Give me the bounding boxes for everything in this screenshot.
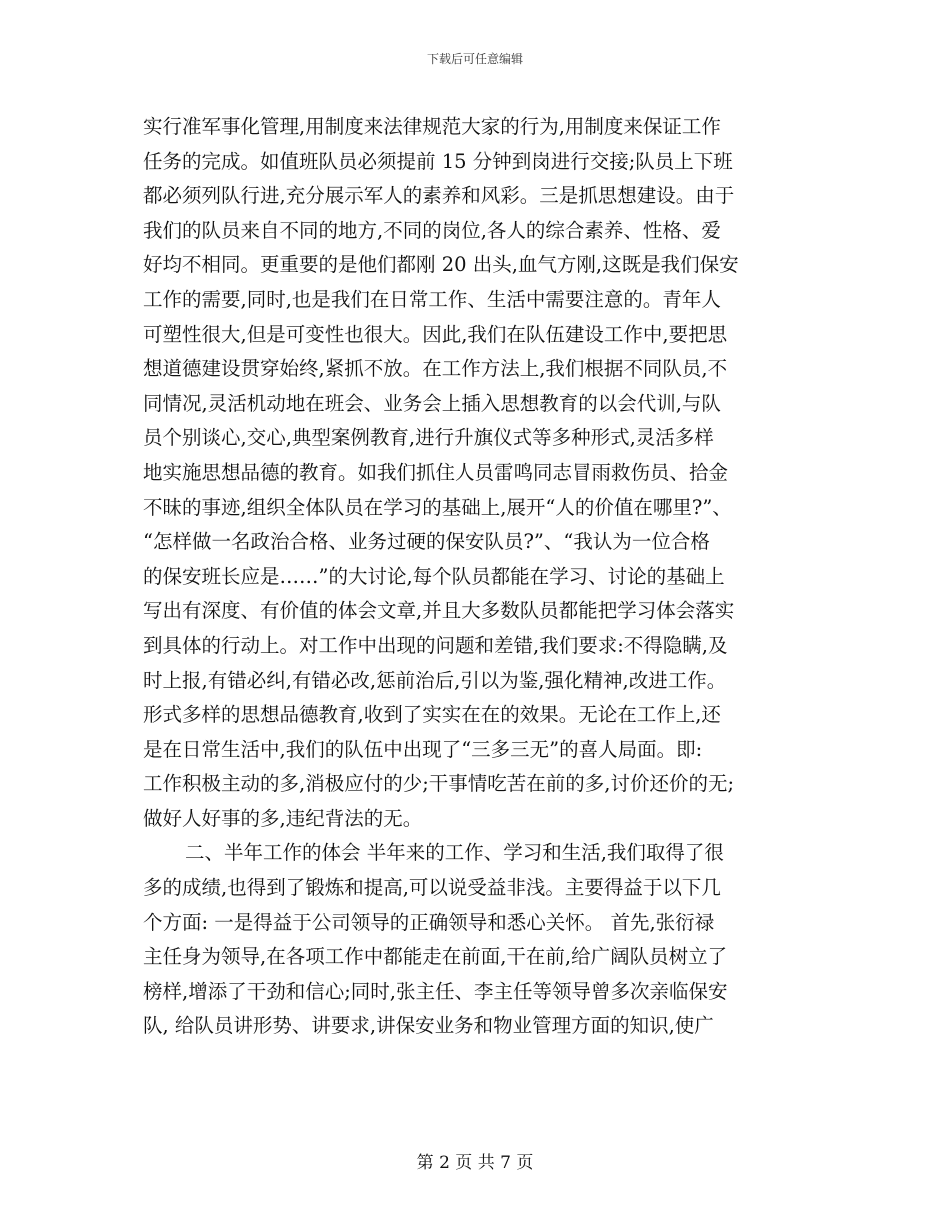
text-line: 形式多样的思想品德教育,收到了实实在在的效果。无论在工作上,还 [143,703,721,727]
text-line: 做好人好事的多,违纪背法的无。 [143,806,423,830]
text-line: 榜样,增添了干劲和信心;同时,张主任、李主任等领导曾多次亲临保安 [143,979,728,1003]
text-line: 任务的完成。如值班队员必须提前 15 分钟到岗进行交接;队员上下班 [143,149,733,173]
text-line: “怎样做一名政治合格、业务过硬的保安队员?”、“我认为一位合格 [143,530,710,554]
text-line: 多的成绩,也得到了锻炼和提高,可以说受益非浅。主要得益于以下几 [143,876,721,900]
text-line: 个方面: 一是得益于公司领导的正确领导和悉心关怀。 首先,张衍禄 [143,910,715,934]
text-line: 员个别谈心,交心,典型案例教育,进行升旗仪式等多种形式,灵活多样 [143,426,714,450]
text-line: 不昧的事迹,组织全体队员在学习的基础上,展开“人的价值在哪里?”、 [143,495,732,519]
page-number-footer: 第 2 页 共 7 页 [416,1153,534,1173]
text-line: 主任身为领导,在各项工作中都能走在前面,干在前,给广阔队员树立了 [143,945,728,969]
text-line: 工作积极主动的多,消极应付的少;干事情吃苦在前的多,讨价还价的无; [143,772,735,796]
text-line: 都必须列队行进,充分展示军人的素养和风彩。三是抓思想建设。由于 [143,184,735,208]
text-line: 可塑性很大,但是可变性也很大。因此,我们在队伍建设工作中,要把思 [143,322,728,346]
body-text [143,110,808,1044]
text-line: 想道德建设贯穿始终,紧抓不放。在工作方法上,我们根据不同队员,不 [143,357,728,381]
text-line: 工作的需要,同时,也是我们在日常工作、生活中需要注意的。青年人 [143,287,721,311]
text-line: 写出有深度、有价值的体会文章,并且大多数队员都能把学习体会落实 [143,599,735,623]
text-line: 我们的队员来自不同的地方,不同的岗位,各人的综合素养、性格、爱 [143,218,721,242]
text-line: 地实施思想品德的教育。如我们抓住人员雷鸣同志冒雨救伤员、拾金 [143,460,729,484]
text-line: 的保安班长应是……”的大讨论,每个队员都能在学习、讨论的基础上 [143,564,725,588]
text-line: 同情况,灵活机动地在班会、业务会上插入思想教育的以会代训,与队 [143,391,721,415]
text-line: 时上报,有错必纠,有错必改,惩前治后,引以为鉴,强化精神,改进工作。 [143,668,727,692]
text-line: 到具体的行动上。对工作中出现的问题和差错,我们要求:不得隐瞒,及 [143,633,728,657]
text-line: 是在日常生活中,我们的队伍中出现了“三多三无”的喜人局面。即: [143,737,703,761]
paragraph-start-line: 二、半年工作的体会 半年来的工作、学习和生活,我们取得了很 [185,841,724,865]
text-line: 好均不相同。更重要的是他们都刚 20 出头,血气方刚,这既是我们保安 [143,253,739,277]
page-header: 下载后可任意编辑 [426,52,523,66]
text-line: 队, 给队员讲形势、讲要求,讲保安业务和物业管理方面的知识,使广 [143,1014,714,1038]
text-line: 实行准军事化管理,用制度来法律规范大家的行为,用制度来保证工作 [143,115,721,138]
